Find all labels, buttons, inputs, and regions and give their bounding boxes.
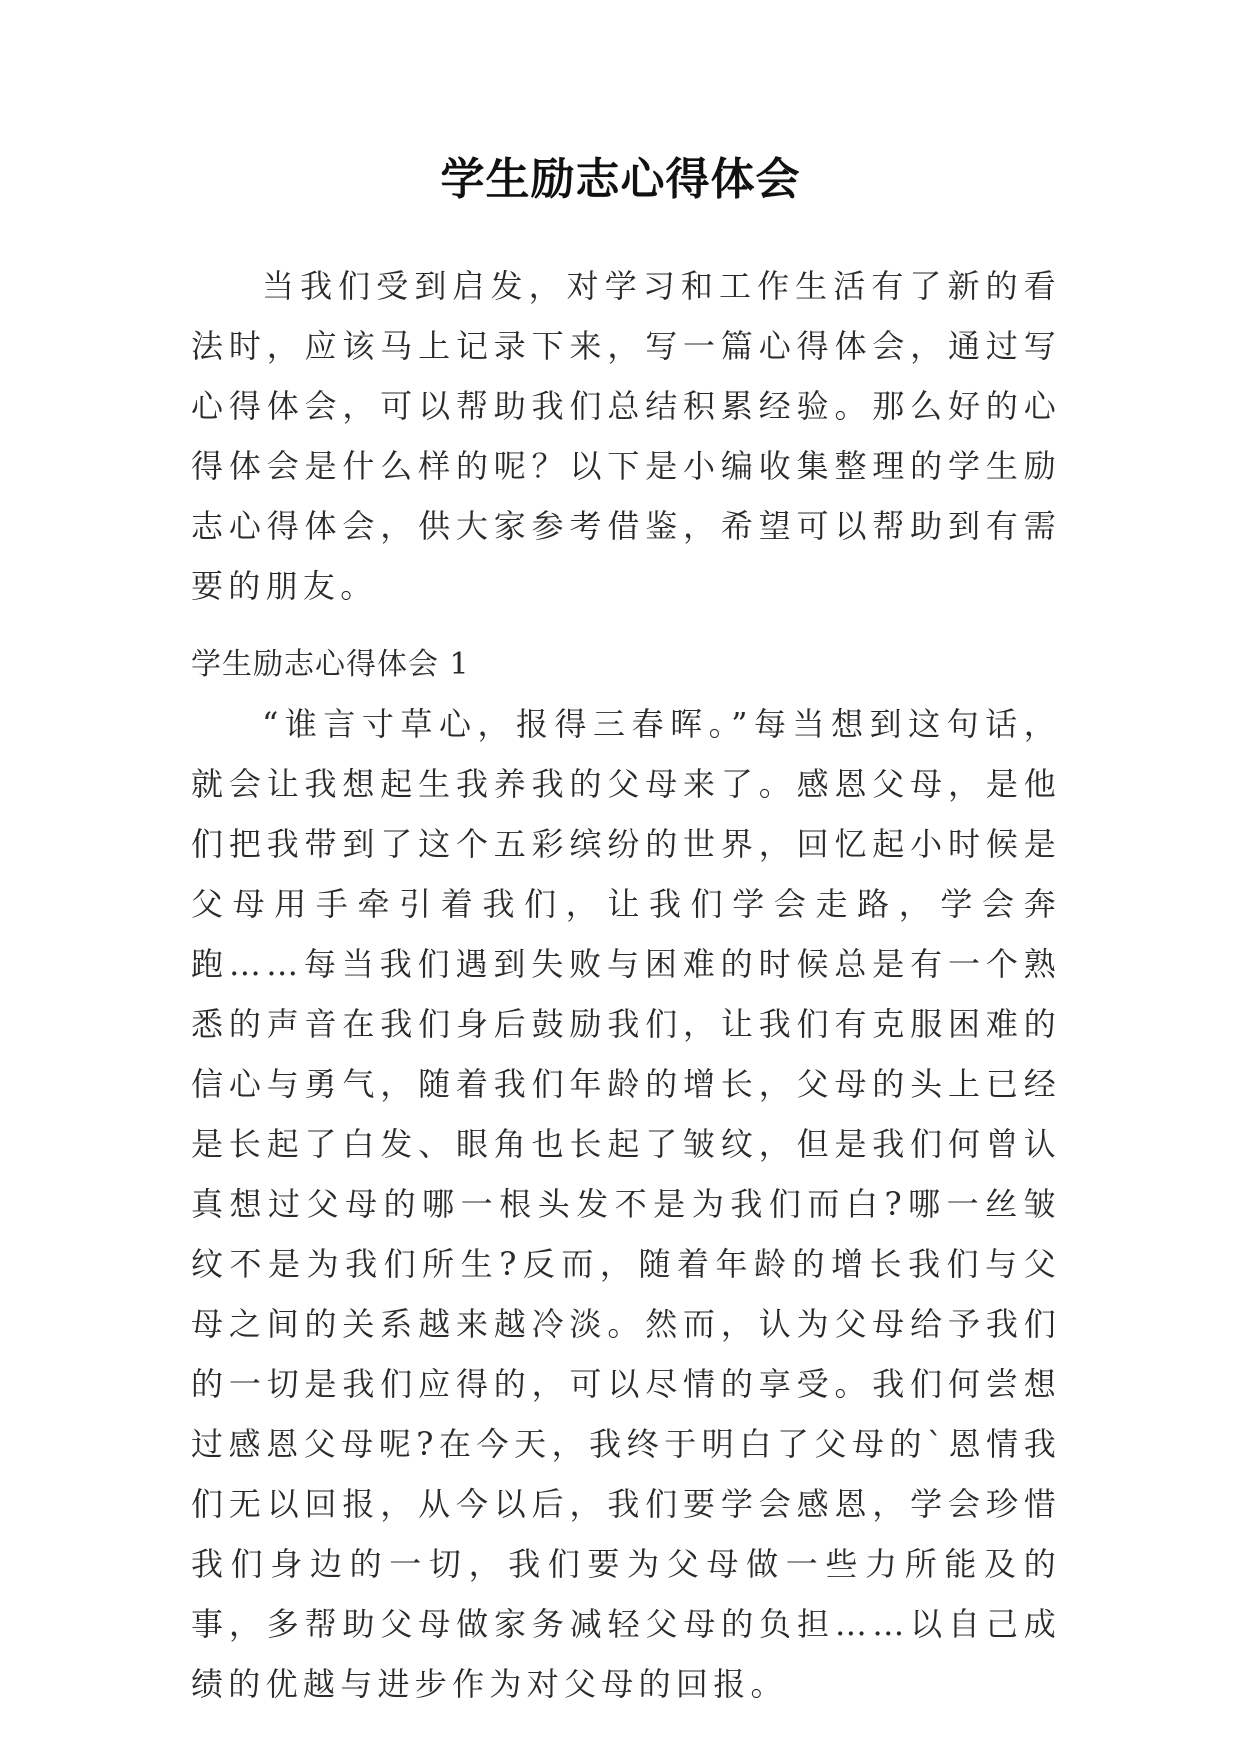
section-heading: 学生励志心得体会 1 [191, 647, 470, 682]
intro-paragraph: 当我们受到启发，对学习和工作生活有了新的看法时，应该马上记录下来，写一篇心得体会，通过写心得体会，可以帮助我们总结积累经验。那么好的心得体会是什么样的呢？以下是小编收集整理的学生励志心得体会，供大家参考借鉴，希望可以帮助到有需要的朋友。 [191, 267, 1061, 605]
section-paragraph: “谁言寸草心，报得三春晖。”每当想到这句话，就会让我想起生我养我的父母来了。感恩父母，是他们把我带到了这个五彩缤纷的世界，回忆起小时候是父母用手牵引着我们，让我们学会走路，学会奔跑……每当我们遇到失败与困难的时候总是有一个熟悉的声音在我们身后鼓励我们，让我们有克服困难的信心与勇气，随着我们年龄的增长，父母的头上已经是长起了白发、眼角也长起了皱纹，但是我们何曾认真想过父母的哪一根头发不是为我们而白?哪一丝皱纹不是为我们所生?反而，随着年龄的增长我们与父母之间的关系越来越冷淡。然而，认为父母给予我们的一切是我们应得的，可以尽情的享受。我们何尝想过感恩父母呢?在今天，我终于明白了父母的`恩情我们无以回报，从今以后，我们要学会感恩，学会珍惜我们身边的一切，我们要为父母做一些力所能及的事，多帮助父母做家务减轻父母的负担……以自己成绩的优越与进步作为对父母的回报。 [191, 705, 1061, 1703]
document-title: 学生励志心得体会 [440, 154, 801, 205]
